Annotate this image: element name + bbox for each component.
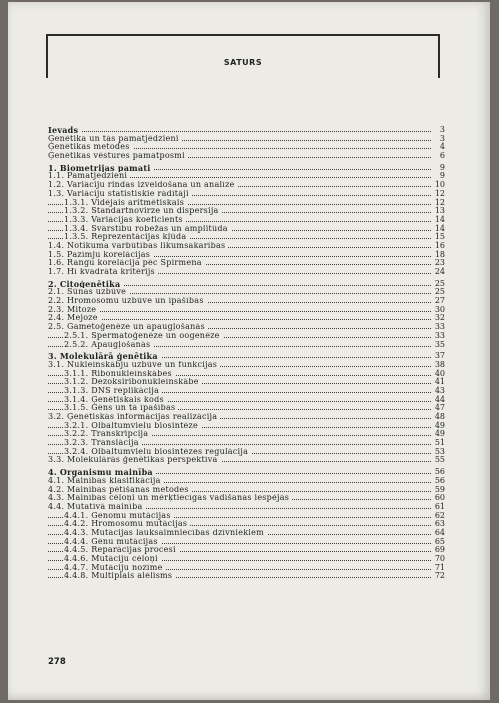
toc-entry-title: 4.4.7. Mutāciju nozīme [64,564,166,573]
toc-entry [48,242,445,251]
toc-entry-page: 9 [431,172,445,181]
toc-entry-page: 41 [431,378,445,387]
toc-entry-page: 30 [431,306,445,315]
toc-entry-page: 33 [431,332,445,341]
toc-entry [48,190,445,199]
toc-entry-page: 49 [431,430,445,439]
toc-entry-title: 4. Organismu mainība [48,468,156,477]
toc-entry-title: 2.2. Hromosomu uzbūve un īpašības [48,297,207,306]
page-title: SATURS [223,58,263,67]
toc-entry [48,251,445,260]
toc-entry-title: Ievads [48,126,81,135]
toc-entry [48,323,445,332]
toc-entry [48,233,445,242]
toc-entry-title: 1.1. Pamatjēdzieni [48,172,130,181]
toc-entry [48,216,445,225]
toc-entry-page: 37 [431,352,445,361]
toc-entry [48,332,445,341]
toc-entry-title: 1.3.2. Standartnovirze un dispersija [64,207,222,216]
toc-entry-title: 1.3.5. Reprezentācijas kļūda [64,233,189,242]
toc-entry [48,297,445,306]
toc-entry-page: 35 [431,341,445,350]
toc-entry-title: 1.5. Pazīmju korelācijas [48,251,153,260]
toc-entry [48,572,445,581]
toc-entry-page: 14 [431,216,445,225]
dot-leader [48,131,431,132]
toc-entry [48,172,445,181]
header-frame [46,34,440,78]
toc-entry-title: 4.2. Mainības pētīšanas metodes [48,486,192,495]
toc-entry [48,546,445,555]
toc-entry-title: 2.5.1. Spermatoģenēze un oogenēze [64,332,223,341]
toc-entry-page: 55 [431,456,445,465]
toc-entry-page: 25 [431,288,445,297]
toc-entry-page: 4 [431,143,445,152]
toc-entry-page: 6 [431,152,445,161]
toc-entry [48,494,445,503]
toc-entry-page: 56 [431,468,445,477]
toc-entry-page: 14 [431,225,445,234]
toc-entry-title: 4.4.8. Multiplais alēlisms [64,572,175,581]
toc-entry [48,529,445,538]
toc-entry [48,199,445,208]
toc-entry [48,378,445,387]
toc-entry [48,207,445,216]
toc-entry-title: 3.1.4. Ģenētiskais kods [64,396,167,405]
toc-entry [48,280,445,289]
toc-entry [48,314,445,323]
toc-entry [48,152,445,161]
toc-entry-page: 51 [431,439,445,448]
toc-entry-page: 25 [431,280,445,289]
toc-entry-page: 64 [431,529,445,538]
toc-entry-page: 47 [431,404,445,413]
toc-entry [48,486,445,495]
toc-entry-title: 2.5.2. Apaugļošanās [64,341,153,350]
toc-entry [48,456,445,465]
page-number: 278 [48,657,66,667]
toc-entry [48,520,445,529]
toc-entry [48,341,445,350]
toc-entry [48,512,445,521]
toc-entry-title: 3.1.5. Gēns un tā īpašības [64,404,178,413]
toc-entry-title: 3.2.3. Translācija [64,439,142,448]
toc-entry-page: 60 [431,494,445,503]
toc-entry [48,259,445,268]
toc-entry [48,396,445,405]
toc-entry [48,352,445,361]
toc-entry [48,555,445,564]
toc-entry-title: 4.4.3. Mutācijas lauksaimniecības dzīvniekiem [64,529,267,538]
toc-entry [48,225,445,234]
toc-entry-title: 4.4.2. Hromosomu mutācijas [64,520,190,529]
toc-entry-page: 38 [431,361,445,370]
toc-entry [48,439,445,448]
toc-entry-page: 72 [431,572,445,581]
toc-entry-page: 10 [431,181,445,190]
toc-entry-title: 4.4.6. Mutāciju cēloņi [64,555,161,564]
toc-entry-title: 1.3.1. Vidējais aritmētiskais [64,199,187,208]
toc-entry-page: 59 [431,486,445,495]
toc-entry-title: 3. Molekulārā ģenētika [48,352,161,361]
toc-entry-page: 43 [431,387,445,396]
toc-entry [48,268,445,277]
toc-entry-page: 62 [431,512,445,521]
toc-entry-title: 1.2. Variāciju rindas izveidošana un analīze [48,181,238,190]
toc-entry-title: 3.1.2. Dezoksiribonukleīnskābe [64,378,202,387]
toc-entry [48,503,445,512]
toc-entry-title: Ģenētika un tās pamatjēdzieni [48,135,182,144]
toc-entry-title: 3.1.3. DNS replikācija [64,387,162,396]
toc-entry-title: 3.1. Nukleīnskābju uzbūve un funkcijas [48,361,220,370]
toc-entry-title: 3.1.1. Ribonukleīnskābes [64,370,175,379]
toc-entry-title: 3.2. Ģenētiskās informācijas realizācija [48,413,220,422]
toc-entry [48,538,445,547]
toc-entry-page: 65 [431,538,445,547]
toc-entry-page: 3 [431,126,445,135]
toc-entry-title: 2.4. Mejoze [48,314,101,323]
toc-entry-title: 2.5. Gametoģenēze un apaugļošanās [48,323,208,332]
toc-entry-title: 1. Biometrijas pamati [48,164,154,173]
toc-entry [48,430,445,439]
toc-entry-title: 1.7. Hī kvadrāta kritērijs [48,268,158,277]
toc-entry [48,181,445,190]
toc-entry-page: 70 [431,555,445,564]
toc-entry-title: 3.2.2. Transkripcija [64,430,151,439]
toc-entry-page: 61 [431,503,445,512]
toc-entry [48,126,445,135]
toc-entry-page: 32 [431,314,445,323]
toc-entry-title: 4.4.5. Reparācijas procesi [64,546,179,555]
toc-entry [48,422,445,431]
toc-entry-page: 33 [431,323,445,332]
toc-entry-title: 1.3.4. Svārstību robežas un amplitūda [64,225,231,234]
toc-entry-page: 69 [431,546,445,555]
dot-leader [48,311,431,312]
toc-entry-title: 4.4.1. Genomu mutācijas [64,512,174,521]
toc-entry [48,164,445,173]
toc-entry-page: 15 [431,233,445,242]
toc-entry [48,370,445,379]
toc-entry-title: 1.4. Notikuma varbūtības likumsakarības [48,242,228,251]
toc-entry-page: 18 [431,251,445,260]
toc-entry-title: 3.2.4. Olbaltumvielu biosintēzes regulācija [64,448,251,457]
toc-entry-page: 71 [431,564,445,573]
toc-entry-title: 2. Citoģenētika [48,280,123,289]
toc-entry-page: 12 [431,190,445,199]
toc-entry-page: 49 [431,422,445,431]
toc-entry-title: 1.3.3. Variācijas koeficients [64,216,186,225]
toc-entry [48,477,445,486]
toc-entry-title: Ģenētikas metodes [48,143,133,152]
toc-entry [48,404,445,413]
table-of-contents [48,126,445,581]
toc-entry-title: 3.3. Molekulārās ģenētikas perspektīva [48,456,221,465]
toc-entry-page: 63 [431,520,445,529]
toc-entry-page: 9 [431,164,445,173]
toc-entry-page: 13 [431,207,445,216]
toc-entry-title: 4.3. Mainības cēloņi un mērķtiecīgas vadīšanas iespējas [48,494,292,503]
toc-entry [48,564,445,573]
toc-entry-title: 4.4. Mutatīvā mainība [48,503,146,512]
toc-entry-page: 24 [431,268,445,277]
toc-entry-title: 1.6. Rangu korelācija pēc Spirmena [48,259,205,268]
toc-entry-page: 44 [431,396,445,405]
toc-entry [48,387,445,396]
toc-entry-title: Ģenētikas vēstures pamatposmi [48,152,188,161]
toc-entry-page: 27 [431,297,445,306]
toc-entry-page: 48 [431,413,445,422]
toc-entry-title: 3.2.1. Olbaltumvielu biosintēze [64,422,201,431]
toc-entry-page: 40 [431,370,445,379]
toc-entry-page: 16 [431,242,445,251]
dot-leader [48,319,431,320]
toc-entry-title: 4.4.4. Gēnu mutācijas [64,538,161,547]
toc-entry [48,413,445,422]
toc-entry [48,135,445,144]
toc-entry [48,468,445,477]
toc-entry-page: 56 [431,477,445,486]
book-page [8,2,490,700]
toc-entry-title: 4.1. Mainības klasifikācija [48,477,164,486]
toc-entry-page: 23 [431,259,445,268]
toc-entry [48,448,445,457]
toc-entry-page: 3 [431,135,445,144]
toc-entry-title: 1.3. Variāciju statistiskie rādītāji [48,190,192,199]
toc-entry-page: 53 [431,448,445,457]
toc-entry-title: 2.3. Mitoze [48,306,99,315]
toc-entry [48,288,445,297]
toc-entry-page: 12 [431,199,445,208]
toc-entry [48,306,445,315]
toc-entry [48,143,445,152]
toc-entry-title: 2.1. Šūnas uzbūve [48,288,129,297]
toc-entry [48,361,445,370]
